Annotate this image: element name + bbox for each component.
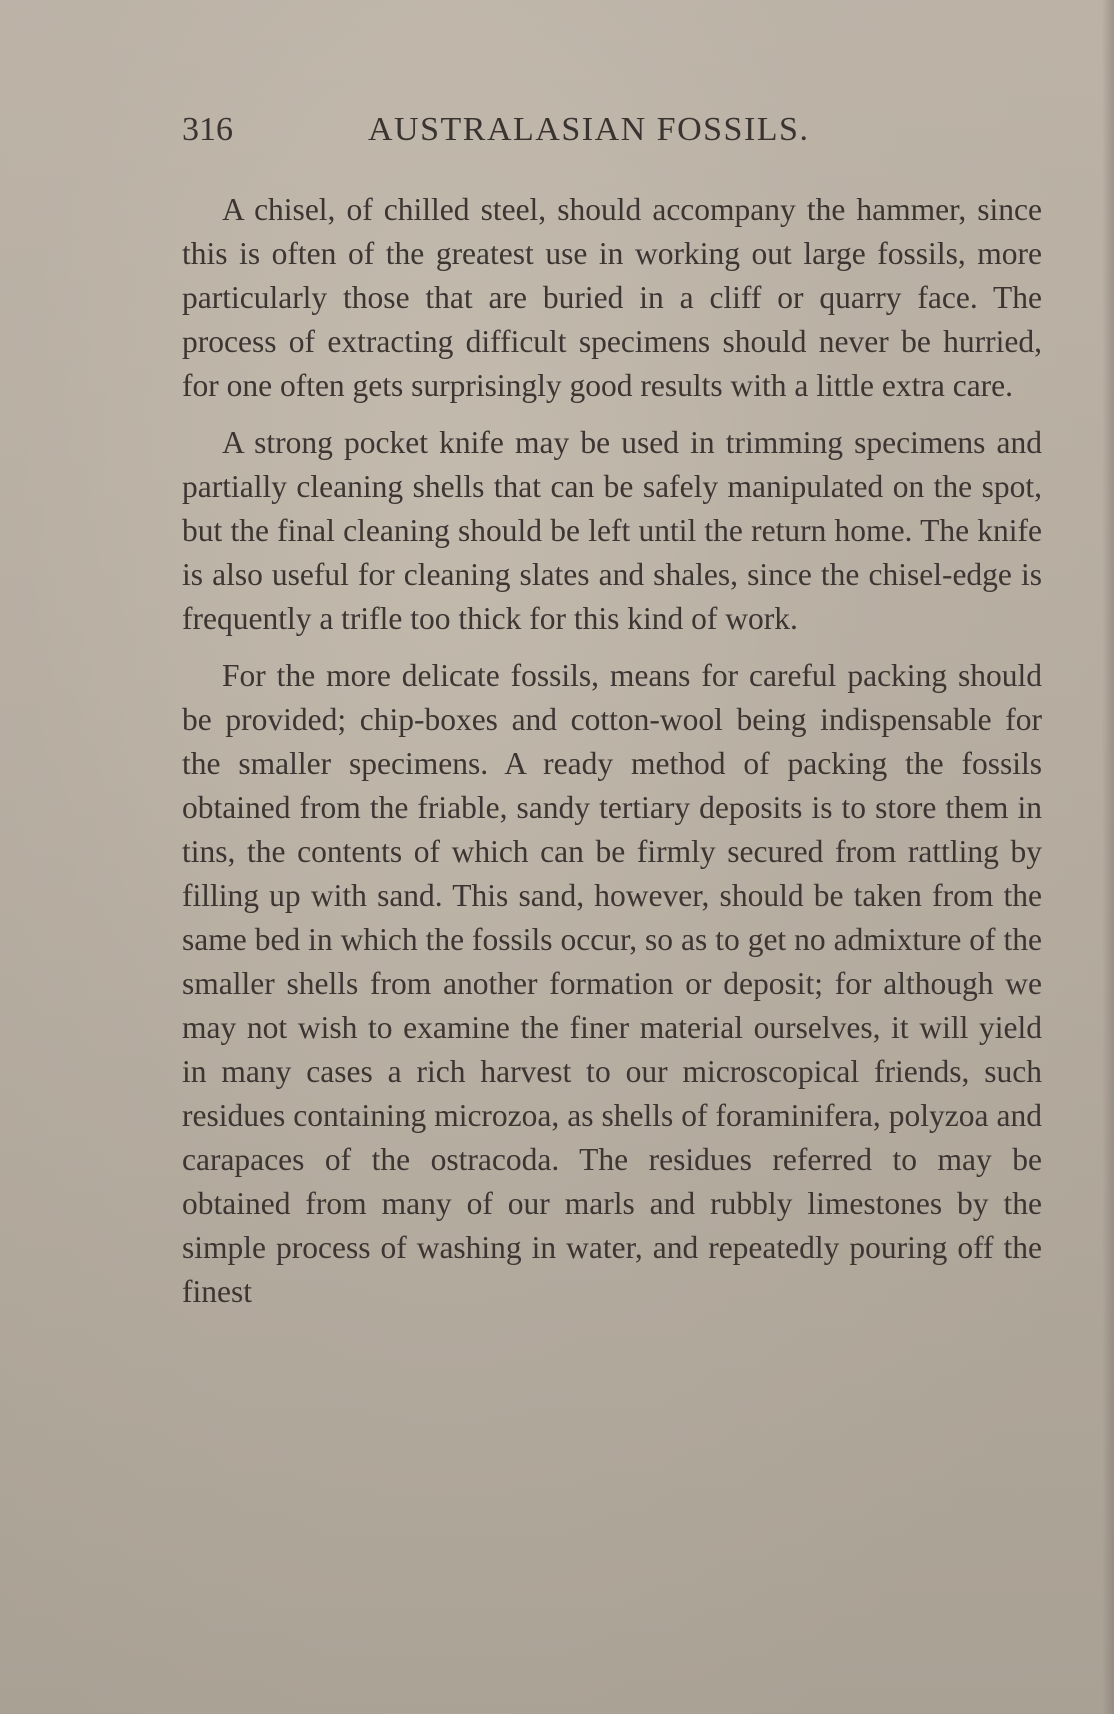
- page-header: [182, 106, 1042, 154]
- paragraph-pocket-knife: A strong pocket knife may be used in trimming specimens and partially cleaning shells that can be safely manipulated on the spot, but the final cleaning should be left until the return home. The knife is also useful for cleaning slates and shales, since the chisel-edge is frequently a trifle too thick for this kind of work.: [182, 425, 1042, 636]
- paragraph-chisel: A chisel, of chilled steel, should accompany the hammer, since this is often of the greatest use in working out large fossils, more particularly those that are buried in a cliff or quarry face. The process of extracting difficult specimens should never be hurried, for one often gets surprisingly good results with a little extra care.: [182, 192, 1042, 403]
- running-head: AUSTRALASIAN FOSSILS.: [368, 111, 810, 148]
- paragraph-packing: For the more delicate fossils, means for careful packing should be provided; chip-boxes and cotton-wool being indispensable for the smaller specimens. A ready method of packing the fossils obtained from the friable, sandy tertiary deposits is to store them in tins, the contents of which can be firmly secured from rattling by filling up with sand. This sand, however, should be taken from the same bed in which the fossils occur, so as to get no admixture of the smaller shells from another formation or deposit; for although we may not wish to examine the finer material ourselves, it will yield in many cases a rich harvest to our microscopical friends, such residues containing microzoa, as shells of foraminifera, polyzoa and carapaces of the ostracoda. The residues referred to may be obtained from many of our marls and rubbly limestones by the simple process of washing in water, and repeatedly pouring off the finest: [182, 658, 1042, 1309]
- page-number: 316: [182, 111, 233, 148]
- body-text: [182, 188, 1042, 1327]
